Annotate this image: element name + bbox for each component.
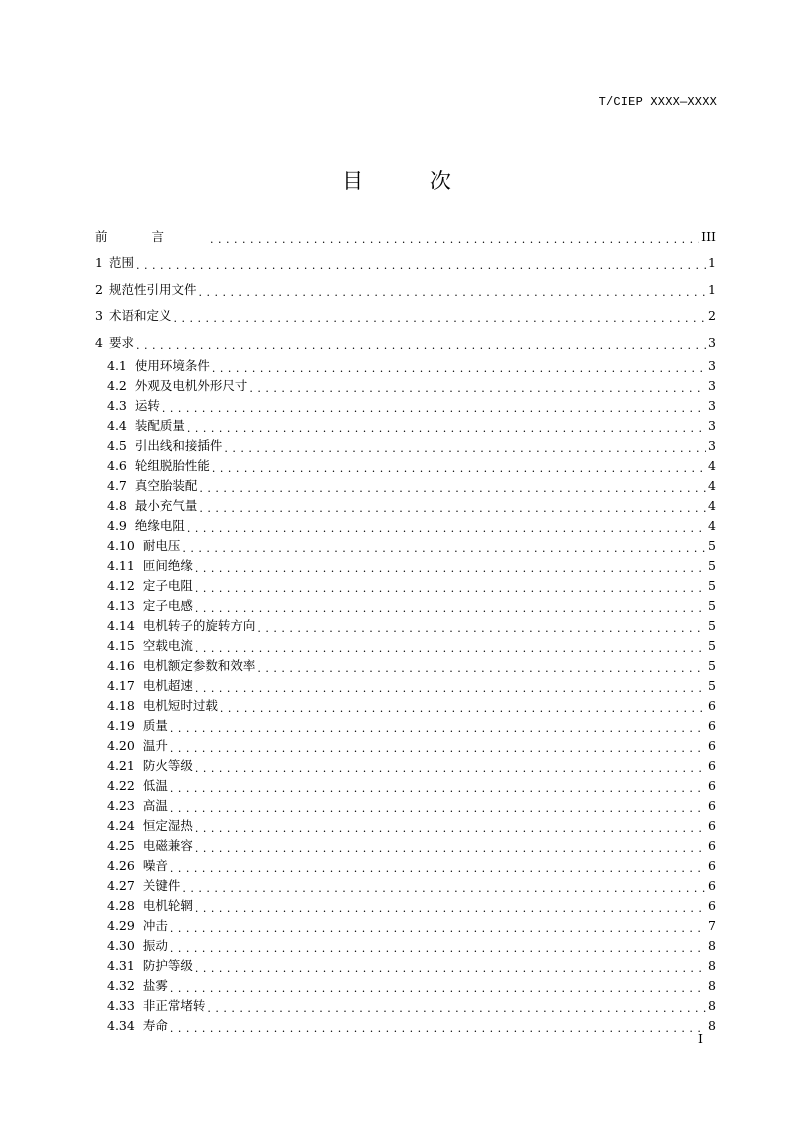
- toc-entry-number: 4: [95, 334, 103, 350]
- toc-dot-leader: [187, 523, 706, 536]
- toc-entry-title: 真空胎装配: [134, 477, 198, 493]
- toc-dot-leader: [195, 563, 706, 576]
- toc-entry-title: 低温: [142, 777, 168, 793]
- toc-entry-title: 绝缘电阻: [134, 517, 185, 533]
- toc-dot-leader: [182, 543, 706, 556]
- toc-entry[interactable]: [95, 436, 716, 456]
- toc-entry-label: [95, 330, 134, 356]
- toc-entry-label: [107, 436, 222, 456]
- toc-entry-title: 定子电阻: [142, 577, 193, 593]
- toc-entry-number: 4.16: [107, 657, 135, 673]
- toc-entry-title: 电机额定参数和效率: [142, 657, 256, 673]
- toc-entry-number: 4.24: [107, 817, 135, 833]
- toc-entry-number: 3: [95, 308, 103, 324]
- toc-entry-number: 4.8: [107, 497, 127, 513]
- toc-entry[interactable]: [95, 396, 716, 416]
- toc-entry-label: [107, 536, 180, 556]
- toc-entry-label: [95, 277, 196, 303]
- toc-entry-label: [107, 916, 168, 936]
- toc-entry-label: [107, 596, 193, 616]
- toc-dot-leader: [136, 340, 706, 353]
- toc-entry-number: 4.18: [107, 697, 135, 713]
- toc-entry-number: 4.13: [107, 597, 135, 613]
- toc-entry[interactable]: [95, 716, 716, 736]
- toc-entry-title: 电磁兼容: [142, 837, 193, 853]
- toc-entry-label: [107, 996, 205, 1016]
- toc-entry-title: 匝间绝缘: [142, 557, 193, 573]
- toc-dot-leader: [257, 623, 706, 636]
- toc-entry-page: 6: [708, 697, 716, 713]
- toc-entry-label: [107, 756, 193, 776]
- toc-entry-number: 4.9: [107, 517, 127, 533]
- toc-entry-page: 6: [708, 737, 716, 753]
- toc-entry[interactable]: [95, 576, 716, 596]
- toc-entry[interactable]: [95, 996, 716, 1016]
- toc-entry[interactable]: [95, 656, 716, 676]
- toc-entry-page: 5: [708, 637, 716, 653]
- toc-entry[interactable]: [95, 616, 716, 636]
- toc-dot-leader: [212, 463, 706, 476]
- toc-dot-leader: [212, 363, 706, 376]
- toc-entry-number: 4.11: [107, 557, 135, 573]
- toc-entry[interactable]: [95, 776, 716, 796]
- toc-entry-label: [107, 776, 168, 796]
- toc-entry-number: 1: [95, 255, 103, 271]
- toc-entry[interactable]: [95, 516, 716, 536]
- toc-dot-leader: [195, 683, 706, 696]
- toc-dot-leader: [195, 843, 706, 856]
- toc-entry-label: [95, 250, 134, 276]
- toc-entry[interactable]: [95, 456, 716, 476]
- toc-entry[interactable]: [95, 636, 716, 656]
- toc-dot-leader: [199, 503, 706, 516]
- toc-entry-number: 4.10: [107, 537, 135, 553]
- toc-dot-leader: [195, 963, 706, 976]
- toc-entry-number: 4.32: [107, 977, 135, 993]
- toc-entry-label: [107, 616, 255, 636]
- toc-entry-number: 4.30: [107, 937, 135, 953]
- toc-entry-label: [107, 476, 197, 496]
- toc-entry-title: 耐电压: [142, 537, 181, 553]
- toc-entry-page: 5: [708, 557, 716, 573]
- toc-entry-title: 范围: [108, 255, 134, 271]
- toc-entry-page: III: [701, 229, 716, 244]
- document-code: T/CIEP XXXX—XXXX: [598, 95, 717, 109]
- toc-entry-page: 6: [708, 897, 716, 913]
- toc-entry-number: 4.6: [107, 457, 127, 473]
- toc-entry-number: 4.3: [107, 397, 127, 413]
- toc-entry[interactable]: [95, 416, 716, 436]
- toc-entry-label: [107, 736, 168, 756]
- toc-entry-label: [107, 876, 180, 896]
- toc-entry[interactable]: [95, 696, 716, 716]
- toc-entry-page: 8: [708, 957, 716, 973]
- toc-entry[interactable]: [95, 976, 716, 996]
- toc-entry-number: 4.19: [107, 717, 135, 733]
- toc-dot-leader: [195, 583, 706, 596]
- toc-dot-leader: [195, 643, 706, 656]
- toc-entry-label: [95, 224, 208, 250]
- toc-entry-title: 前言: [95, 229, 209, 244]
- toc-entry-page: 6: [708, 757, 716, 773]
- toc-entry-page: 4: [708, 457, 716, 473]
- toc-entry-title: 要求: [108, 334, 134, 350]
- toc-entry-title: 电机超速: [142, 677, 193, 693]
- toc-entry-label: [107, 356, 210, 376]
- toc-entry-label: [107, 396, 160, 416]
- toc-entry-page: 6: [708, 717, 716, 733]
- toc-entry[interactable]: [95, 330, 716, 356]
- toc-entry-number: 4.31: [107, 957, 135, 973]
- toc-entry-page: 5: [708, 537, 716, 553]
- toc-entry-title: 外观及电机外形尺寸: [134, 377, 248, 393]
- toc-dot-leader: [136, 260, 706, 273]
- toc-dot-leader: [170, 783, 706, 796]
- toc-entry-number: 4.12: [107, 577, 135, 593]
- toc-dot-leader: [162, 403, 706, 416]
- toc-entry[interactable]: [95, 816, 716, 836]
- toc-entry-number: 4.22: [107, 777, 135, 793]
- toc-entry-page: 4: [708, 497, 716, 513]
- toc-dot-leader: [257, 663, 706, 676]
- toc-entry-page: 6: [708, 877, 716, 893]
- toc-entry-title: 使用环境条件: [134, 357, 210, 373]
- toc-entry-number: 4.25: [107, 837, 135, 853]
- toc-entry-number: 4.33: [107, 997, 135, 1013]
- toc-entry-label: [107, 976, 168, 996]
- toc-entry-page: 1: [708, 255, 716, 271]
- toc-entry[interactable]: [95, 756, 716, 776]
- toc-dot-leader: [173, 313, 706, 326]
- toc-entry-label: [107, 1016, 168, 1036]
- toc-entry-number: 4.26: [107, 857, 135, 873]
- toc-entry-title: 电机轮辋: [142, 897, 193, 913]
- toc-entry-page: 6: [708, 817, 716, 833]
- toc-dot-leader: [195, 903, 706, 916]
- toc-entry-title: 温升: [142, 737, 168, 753]
- toc-entry-label: [107, 856, 168, 876]
- toc-dot-leader: [170, 1023, 706, 1036]
- toc-entry-title: 术语和定义: [108, 308, 172, 324]
- toc-entry-label: [107, 696, 218, 716]
- toc-entry-page: 8: [708, 977, 716, 993]
- toc-entry-number: 4.2: [107, 377, 127, 393]
- toc-entry-page: 5: [708, 657, 716, 673]
- toc-entry[interactable]: [95, 836, 716, 856]
- toc-entry-label: [107, 896, 193, 916]
- toc-entry-number: 4.1: [107, 357, 127, 373]
- toc-entry[interactable]: [95, 496, 716, 516]
- page-number: I: [698, 1031, 703, 1046]
- toc-dot-leader: [199, 483, 706, 496]
- toc-entry-title: 定子电感: [142, 597, 193, 613]
- toc-entry-title: 盐雾: [142, 977, 168, 993]
- toc-entry-label: [107, 516, 185, 536]
- toc-entry-label: [107, 816, 193, 836]
- toc-entry-title: 高温: [142, 797, 168, 813]
- toc-entry-label: [107, 836, 193, 856]
- toc-entry-page: 6: [708, 777, 716, 793]
- toc-entry-title: 最小充气量: [134, 497, 198, 513]
- toc-entry-label: [107, 956, 193, 976]
- toc-entry[interactable]: [95, 536, 716, 556]
- toc-entry-page: 5: [708, 577, 716, 593]
- toc-entry[interactable]: [95, 250, 716, 276]
- toc-entry-label: [107, 496, 197, 516]
- toc-entry[interactable]: [95, 956, 716, 976]
- toc-entry-title: 引出线和接插件: [134, 437, 223, 453]
- toc-dot-leader: [198, 287, 706, 300]
- toc-entry-title: 冲击: [142, 917, 168, 933]
- toc-entry-number: 4.27: [107, 877, 135, 893]
- toc-entry-label: [107, 716, 168, 736]
- toc-entry-title: 空载电流: [142, 637, 193, 653]
- toc-entry-number: 4.20: [107, 737, 135, 753]
- toc-dot-leader: [182, 883, 706, 896]
- toc-entry-title: 非正常堵转: [142, 997, 206, 1013]
- toc-entry[interactable]: [95, 556, 716, 576]
- toc-dot-leader: [195, 823, 706, 836]
- toc-entry-label: [107, 576, 193, 596]
- toc-entry-page: 3: [708, 437, 716, 453]
- toc-entry-title: 电机短时过载: [142, 697, 218, 713]
- toc-dot-leader: [170, 803, 706, 816]
- toc-entry-page: 6: [708, 837, 716, 853]
- toc-entry-number: 4.23: [107, 797, 135, 813]
- toc-entry-label: [107, 416, 185, 436]
- toc-entry-number: 4.7: [107, 477, 127, 493]
- toc-entry-page: 1: [708, 281, 716, 297]
- toc-dot-leader: [170, 863, 706, 876]
- toc-entry-page: 3: [708, 397, 716, 413]
- toc-dot-leader: [224, 443, 706, 456]
- toc-entry-page: 3: [708, 334, 716, 350]
- toc-entry-title: 电机转子的旋转方向: [142, 617, 256, 633]
- toc-dot-leader: [187, 423, 706, 436]
- toc-entry[interactable]: [95, 224, 716, 250]
- toc-dot-leader: [249, 383, 706, 396]
- toc-entry[interactable]: [95, 796, 716, 816]
- toc-entry[interactable]: [95, 856, 716, 876]
- toc-entry-page: 4: [708, 477, 716, 493]
- table-of-contents: [95, 224, 716, 1036]
- toc-entry-page: 4: [708, 517, 716, 533]
- toc-dot-leader: [195, 763, 706, 776]
- toc-entry-page: 6: [708, 857, 716, 873]
- toc-entry-number: 2: [95, 281, 103, 297]
- toc-entry-page: 3: [708, 357, 716, 373]
- toc-entry-page: 8: [708, 997, 716, 1013]
- toc-entry-label: [107, 796, 168, 816]
- toc-entry-label: [107, 936, 168, 956]
- toc-dot-leader: [170, 723, 706, 736]
- toc-dot-leader: [170, 983, 706, 996]
- toc-entry-number: 4.34: [107, 1017, 135, 1033]
- toc-entry-number: 4.4: [107, 417, 127, 433]
- toc-entry-title: 寿命: [142, 1017, 168, 1033]
- toc-entry-label: [107, 656, 255, 676]
- toc-entry[interactable]: [95, 916, 716, 936]
- toc-entry-label: [107, 676, 193, 696]
- toc-entry-number: 4.17: [107, 677, 135, 693]
- toc-entry-page: 5: [708, 617, 716, 633]
- toc-entry-page: 5: [708, 597, 716, 613]
- toc-entry-title: 装配质量: [134, 417, 185, 433]
- toc-entry-title: 轮组脱胎性能: [134, 457, 210, 473]
- toc-entry-title: 运转: [134, 397, 160, 413]
- toc-dot-leader: [195, 603, 706, 616]
- toc-entry-page: 2: [708, 308, 716, 324]
- toc-entry-page: 3: [708, 417, 716, 433]
- toc-entry-title: 防护等级: [142, 957, 193, 973]
- toc-entry[interactable]: [95, 356, 716, 376]
- toc-entry-title: 关键件: [142, 877, 181, 893]
- toc-dot-leader: [220, 703, 706, 716]
- toc-dot-leader: [170, 923, 706, 936]
- toc-entry-label: [107, 636, 193, 656]
- toc-entry[interactable]: [95, 476, 716, 496]
- toc-entry-page: 7: [708, 917, 716, 933]
- toc-entry-number: 4.14: [107, 617, 135, 633]
- toc-entry-page: 5: [708, 677, 716, 693]
- toc-dot-leader: [207, 1003, 706, 1016]
- toc-dot-leader: [170, 743, 706, 756]
- toc-entry-title: 振动: [142, 937, 168, 953]
- toc-entry-label: [95, 303, 171, 329]
- toc-entry-label: [107, 376, 247, 396]
- toc-entry[interactable]: [95, 596, 716, 616]
- toc-entry-page: 6: [708, 797, 716, 813]
- toc-entry-number: 4.29: [107, 917, 135, 933]
- toc-entry[interactable]: [95, 303, 716, 329]
- toc-entry[interactable]: [95, 896, 716, 916]
- toc-entry[interactable]: [95, 736, 716, 756]
- toc-dot-leader: [210, 234, 699, 247]
- toc-entry[interactable]: [95, 936, 716, 956]
- toc-dot-leader: [170, 943, 706, 956]
- page-title: 目 次: [342, 169, 481, 193]
- toc-entry-page: 8: [708, 937, 716, 953]
- toc-entry-label: [107, 456, 210, 476]
- toc-entry[interactable]: [95, 376, 716, 396]
- toc-entry-title: 噪音: [142, 857, 168, 873]
- toc-entry-number: 4.28: [107, 897, 135, 913]
- toc-entry-title: 防火等级: [142, 757, 193, 773]
- toc-entry-page: 3: [708, 377, 716, 393]
- toc-entry-number: 4.15: [107, 637, 135, 653]
- toc-entry-title: 恒定湿热: [142, 817, 193, 833]
- toc-entry[interactable]: [95, 277, 716, 303]
- toc-entry-title: 规范性引用文件: [108, 281, 197, 297]
- toc-entry-label: [107, 556, 193, 576]
- toc-entry-page: 8: [708, 1017, 716, 1033]
- toc-entry[interactable]: [95, 1016, 716, 1036]
- toc-entry[interactable]: [95, 876, 716, 896]
- toc-entry-number: 4.5: [107, 437, 127, 453]
- toc-entry-number: 4.21: [107, 757, 135, 773]
- toc-entry-title: 质量: [142, 717, 168, 733]
- toc-entry[interactable]: [95, 676, 716, 696]
